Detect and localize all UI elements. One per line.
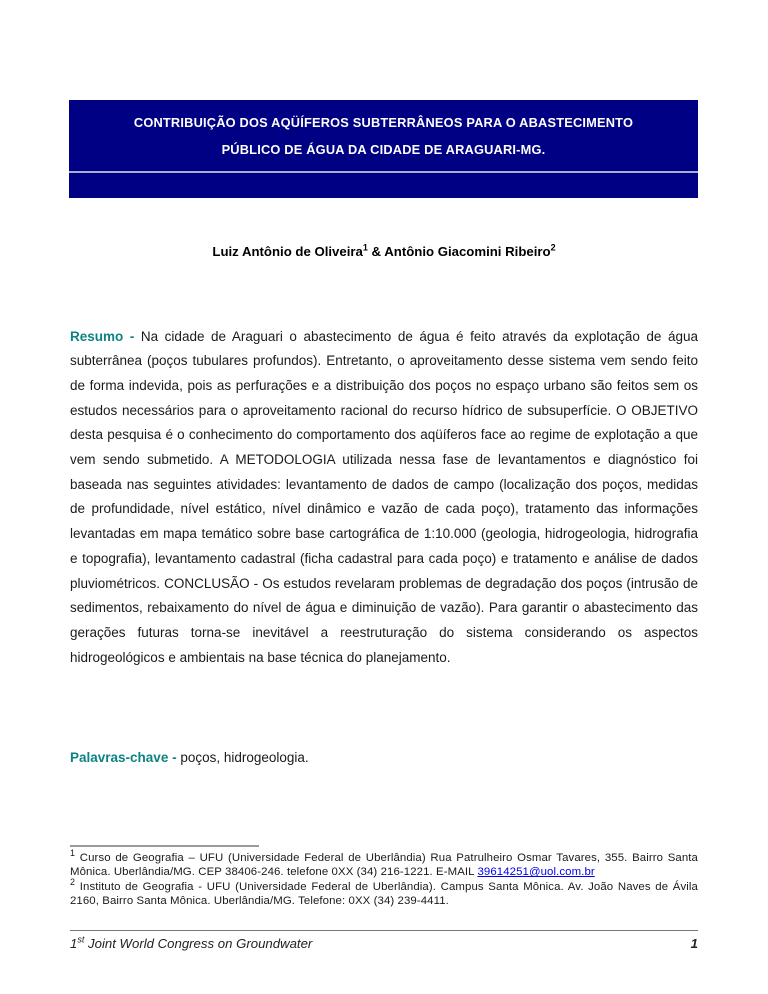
page-number: 1 (690, 936, 698, 951)
footer-rule (70, 930, 698, 931)
keywords-text: poços, hidrogeologia. (180, 749, 309, 765)
paper-title-line-2: PÚBLICO DE ÁGUA DA CIDADE DE ARAGUARI-MG. (221, 141, 546, 157)
author-1: Luiz Antônio de Oliveira (212, 244, 363, 259)
authors-line (70, 244, 698, 259)
author-2-affiliation-ref: 2 (550, 242, 556, 253)
footnote-1-text: Curso de Geografia – UFU (Universidade Federal de Uberlândia) Rua Patrulheiro Osmar Tavares, 355. Bairro Santa Mônica. Uberlândia/MG. CEP 38406-246. telefone 0XX (34) 216-1221. E-MAIL (70, 852, 698, 879)
title-banner (69, 100, 698, 198)
footnote-1-marker: 1 (70, 848, 76, 859)
author-2: Antônio Giacomini Ribeiro (384, 244, 551, 259)
footnote-2-marker: 2 (70, 877, 76, 888)
abstract-paragraph (70, 325, 698, 671)
footnote-1-email-link[interactable]: 39614251@uol.com.br (477, 866, 595, 879)
keywords-line (70, 750, 698, 765)
footnote-1 (70, 848, 698, 880)
title-banner-band (69, 173, 698, 198)
footer-congress-title (70, 936, 312, 951)
author-1-affiliation-ref: 1 (362, 242, 368, 253)
page-footer (70, 936, 698, 951)
abstract-label: Resumo - (70, 328, 141, 344)
footnote-2 (70, 877, 698, 909)
keywords-label: Palavras-chave - (70, 749, 181, 765)
abstract-text: Na cidade de Araguari o abastecimento de água é feito através da explotação de água subterrânea (poços tubulares profundos). Entretanto, o aproveitamento desse sistema vem sendo feito de forma indevida, pois as perfurações e a distribuição dos poços no espaço urbano são feitos sem os estudos necessários para o aproveitamento racional do recurso hídrico de subsuperfície. O OBJETIVO desta pesquisa é o conhecimento do comportamento dos aqüíferos face ao regime de explotação a que vem sendo submetido. A METODOLOGIA utilizada nessa fase de levantamentos e diagnóstico foi baseada nas seguintes atividades: levantamento de dados de campo (localização dos poços, medidas de profundidade, nível estático, nível dinâmico e vazão de cada poço), tratamento das informações levantadas em mapa temático sobre base cartográfica de 1:10.000 (geologia, hidrogeologia, hidrografia e topografia), levantamento cadastral (ficha cadastral para cada poço) e tratamento e análise de dados pluviométricos. CONCLUSÃO - Os estudos revelaram problemas de degradação dos poços (intrusão de sedimentos, rebaixamento do nível de água e diminuição de vazão). Para garantir o abastecimento das gerações futuras torna-se inevitável a reestruturação do sistema considerando os aspectos hidrogeológicos e ambientais na base técnica do planejamento. (70, 328, 698, 665)
footer-congress-number: 1 (70, 936, 78, 951)
footnote-2-text: Instituto de Geografia - UFU (Universidade Federal de Uberlândia). Campus Santa Mônica. Av. João Naves de Ávila 2160, Bairro Santa Mônica. Uberlândia/MG. Telefone: 0XX (34) 239-4411. (70, 880, 698, 908)
authors-separator: & (367, 244, 385, 259)
paper-title (69, 100, 698, 173)
footer-congress-ordinal: st (77, 934, 85, 945)
paper-title-line-1: CONTRIBUIÇÃO DOS AQÜÍFEROS SUBTERRÂNEOS PARA O ABASTECIMENTO (133, 114, 634, 130)
footnote-separator-rule (70, 845, 259, 847)
footer-congress-text: Joint World Congress on Groundwater (84, 936, 313, 951)
footnotes-block (70, 848, 698, 909)
